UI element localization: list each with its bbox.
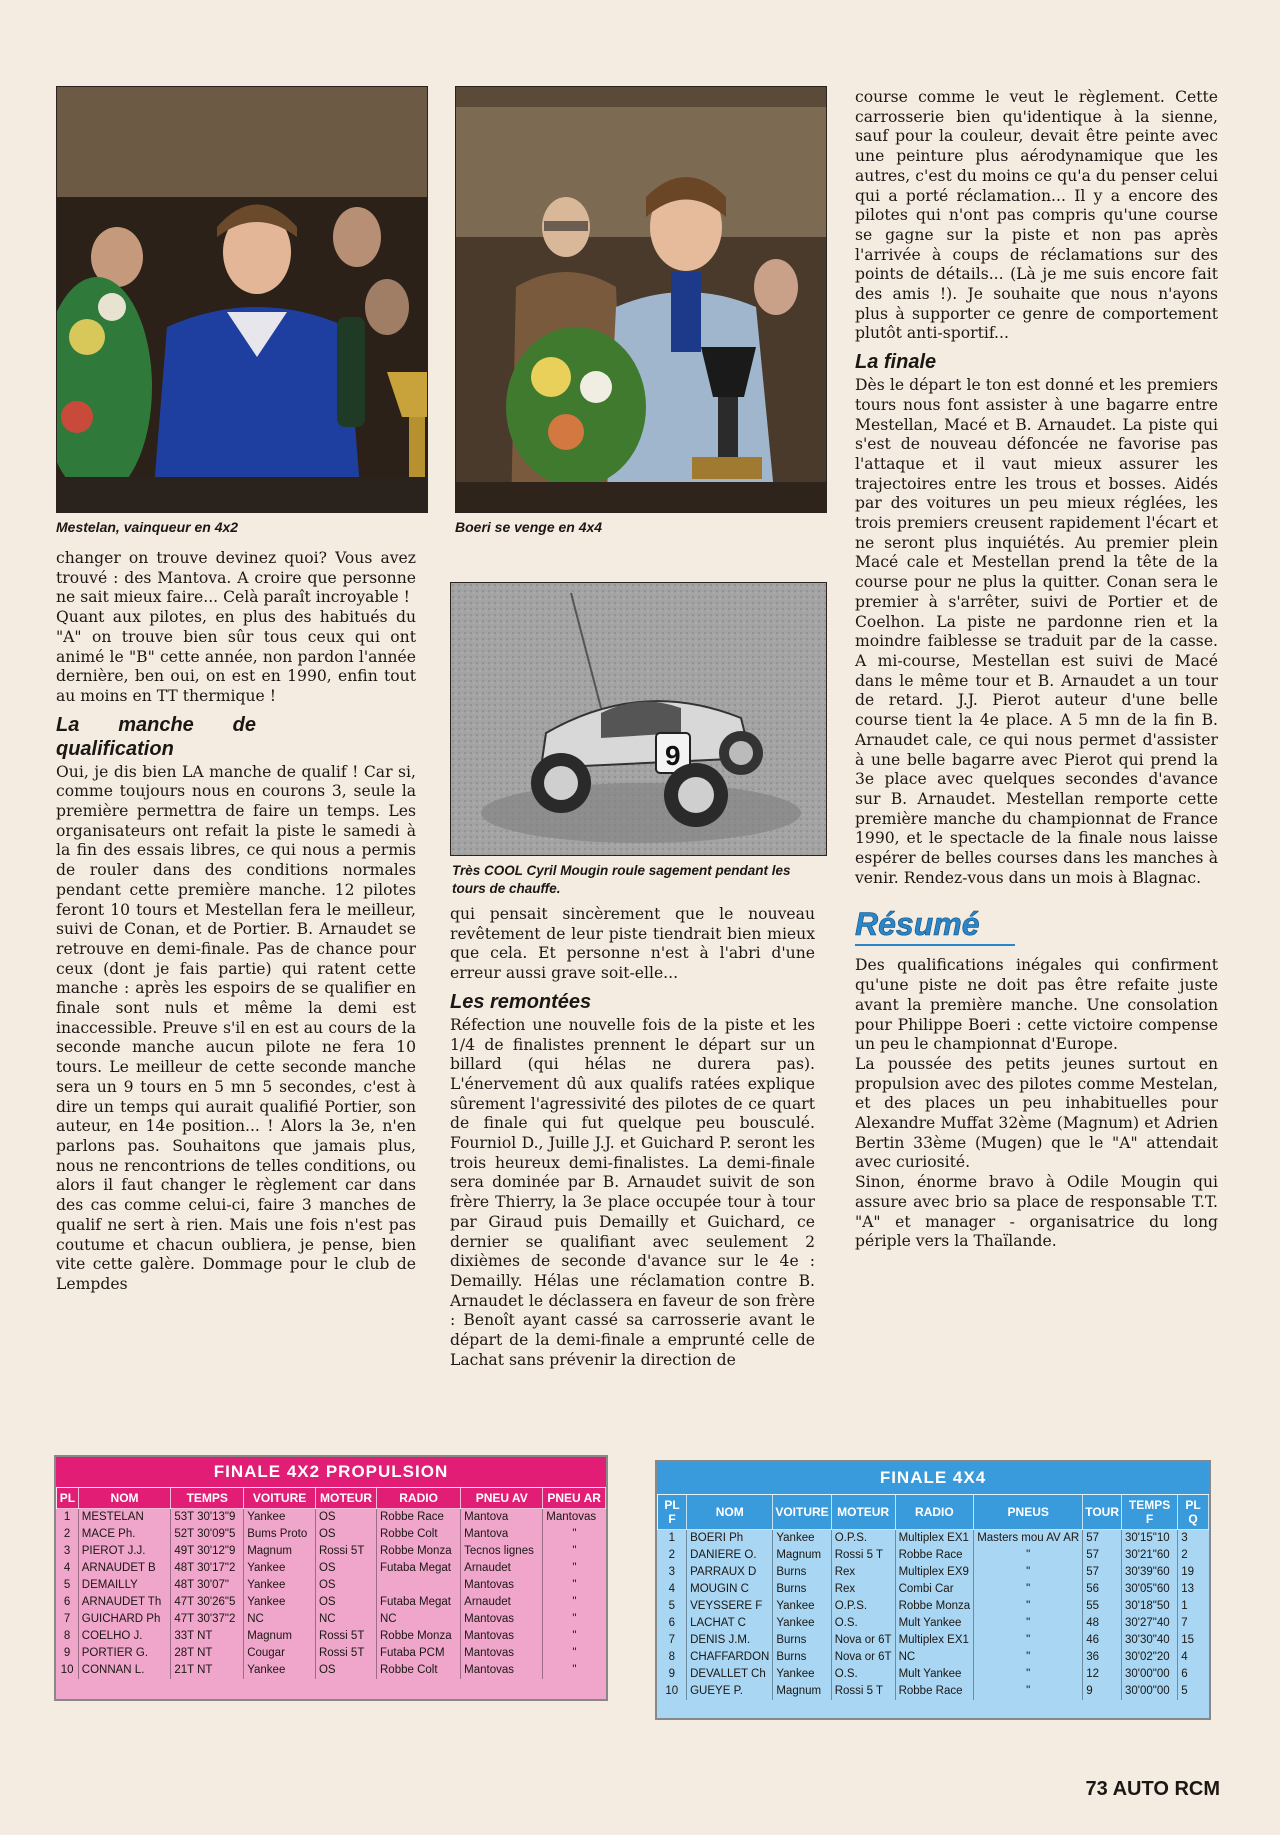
table-cell: " xyxy=(543,1628,606,1645)
table-cell: NC xyxy=(895,1649,974,1666)
table-cell: 5 xyxy=(668,1600,675,1612)
table-cell: 3 xyxy=(63,1545,71,1557)
table-cell: 2 xyxy=(63,1528,71,1540)
table-row xyxy=(658,1666,1209,1683)
table-cell: Nova or 6T xyxy=(831,1632,895,1649)
table-cell: 10 xyxy=(665,1685,679,1697)
table-cell: Rossi 5T xyxy=(315,1543,376,1560)
col1-paragraph-3: Oui, je dis bien LA manche de qualif ! Car si, comme toujours nous en courons 3, seule la première permettra de faire un temps. Les organisateurs ont refait la piste le samedi à la fin des essais libres, ce qui nous a permis de rouler dans des conditions normales pendant cette première manche. 12 pilotes feront 10 tours et Mestellan fera le meilleur, suivi de Conan, et de Portier. B. Arnaudet se retrouve en demi-finale. Pas de chance pour ceux (dont je fais partie) qui ratent cette manche : après les espoirs de se qualifier en finale sont nuls et même la demi est inaccessible. Preuve s'il en est au cours de la seconde manche aucun pilote ne fera 10 tours. Le meilleur de cette seconde manche sera un 9 tours en 5 mn 5 secondes, c'est à dire un temps qui aurait qualifié Portier, son auteur, en 14e position... ! Alors la 3e, n'en parlons pas. Souhaitons que jamais plus, nous ne rencontrions de telles conditions, ou alors il faut changer le règlement car dans des cas comme celui-ci, faire 3 manches de qualif ne sert à rien. Mais une fois n'est pas coutume et chacun oubliera, je pense, bien vite cette galère. Dommage pour le club de Lempdes xyxy=(56,762,416,1293)
table-cell: MACE Ph. xyxy=(78,1526,171,1543)
table-cell: BOERI Ph xyxy=(687,1530,773,1548)
column-header: RADIO xyxy=(895,1495,974,1530)
col3-paragraph-1: course comme le veut le règlement. Cette carrosserie bien qu'identique à la sienne, sauf pour la couleur, devait être peinte avec une peinture plus aérodynamique que les autres, c'est du moins ce qu'a du penser celui qui a porté réclamation... Il y a encore des pilotes qui n'ont pas compris qu'une course se gagne sur la piste et non pas après l'arrivée à coups de réclamations sur des points de détails... (Là je me suis encore fait des amis !). Je souhaite que nous n'ayons plus à supporter ce genre de comportement plutôt anti-sportif... xyxy=(855,88,1218,343)
table-cell: Bums Proto xyxy=(244,1526,316,1543)
column-header: PL Q xyxy=(1178,1495,1209,1530)
table-cell: 21T NT xyxy=(171,1662,244,1679)
table-cell: Yankee xyxy=(773,1666,831,1683)
table-cell: 3 xyxy=(668,1566,675,1578)
table-cell: " xyxy=(543,1645,606,1662)
table-cell: " xyxy=(974,1666,1083,1683)
table-cell: 56 xyxy=(1083,1581,1122,1598)
table-cell: 9 xyxy=(668,1668,675,1680)
table-cell: Rossi 5 T xyxy=(831,1683,895,1700)
table-row xyxy=(57,1543,606,1560)
column-header: TEMPS xyxy=(171,1488,244,1509)
table-cell: " xyxy=(543,1577,606,1594)
table-row xyxy=(57,1526,606,1543)
table-cell: PARRAUX D xyxy=(687,1564,773,1581)
table-cell: 48 xyxy=(1083,1615,1122,1632)
table-cell: O.S. xyxy=(831,1615,895,1632)
table-cell: 1 xyxy=(1178,1598,1209,1615)
table-cell: DEMAILLY xyxy=(78,1577,171,1594)
table-cell: Mantovas xyxy=(461,1645,543,1662)
table-cell: 4 xyxy=(1178,1649,1209,1666)
table-row xyxy=(57,1560,606,1577)
table-cell: Futaba Megat xyxy=(377,1560,461,1577)
table-cell: O.P.S. xyxy=(831,1598,895,1615)
table-cell: Robbe Colt xyxy=(377,1662,461,1679)
table-cell: Mantovas xyxy=(461,1577,543,1594)
table-cell: Rossi 5T xyxy=(315,1645,376,1662)
table-cell: Mantovas xyxy=(461,1628,543,1645)
table-cell: 13 xyxy=(1178,1581,1209,1598)
col2-paragraph-1: qui pensait sincèrement que le nouveau revêtement de leur piste tiendrait bien mieux que cela. Et personne n'est à l'abri d'une erreur aussi grave soit-elle... xyxy=(450,905,815,983)
resume-paragraph-1: Des qualifications inégales qui confirment qu'une piste ne doit pas être refaite juste avant la première manche. Une consolation pour Philippe Boeri : cette victoire compense un peu le championnat d'Europe. xyxy=(855,956,1218,1054)
table-row xyxy=(57,1645,606,1662)
table-cell: 5 xyxy=(63,1579,71,1591)
table-row xyxy=(658,1632,1209,1649)
photo-boeri xyxy=(455,86,827,513)
table-cell: 48T 30'07" xyxy=(171,1577,244,1594)
table-cell: 36 xyxy=(1083,1649,1122,1666)
table-cell: 52T 30'09"5 xyxy=(171,1526,244,1543)
table-4x4-title: FINALE 4X4 xyxy=(657,1462,1209,1494)
table-4x2-title: FINALE 4X2 PROPULSION xyxy=(56,1457,606,1487)
column-header: PNEU AR xyxy=(543,1488,606,1509)
table-cell: 30'21"60 xyxy=(1122,1547,1178,1564)
table-row xyxy=(658,1530,1209,1548)
col2-paragraph-2: Réfection une nouvelle fois de la piste et les 1/4 de finalistes prennent le départ sur un billard (qui hélas ne durera pas). L'énervement dû aux qualifs ratées explique sûrement l'agressivité des pilotes de ce quart de finale qui fut quelque peu bousculé. Fourniol D., Juille J.J. et Guichard P. seront les trois heureux demi-finalistes. La demi-finale sera dominée par B. Arnaudet suivit de son frère Thierry, la 3e place occupée tour à tour par Giraud puis Demailly et Guichard, ce dernier se qualifiant avec seulement 2 dixièmes de seconde d'avance sur le 4e : Demailly. Hélas une réclamation contre B. Arnaudet le déclassera en faveur de son frère : Benoît ayant cassé sa carrosserie avant le départ de la demi-finale a emprunté celle de Lachat sans prévenir la direction de xyxy=(450,1015,815,1369)
table-cell: " xyxy=(974,1615,1083,1632)
table-cell: Combi Car xyxy=(895,1581,974,1598)
table-cell: Rex xyxy=(831,1564,895,1581)
article-column-3 xyxy=(855,88,1218,1252)
table-cell: PORTIER G. xyxy=(78,1645,171,1662)
photo-mestelan-caption: Mestelan, vainqueur en 4x2 xyxy=(56,519,239,535)
table-cell: 30'05"60 xyxy=(1122,1581,1178,1598)
table-cell: Burns xyxy=(773,1632,831,1649)
table-cell: Mantovas xyxy=(461,1662,543,1679)
column-header: MOTEUR xyxy=(315,1488,376,1509)
table-cell: Rex xyxy=(831,1581,895,1598)
table-cell: Multiplex EX1 xyxy=(895,1530,974,1548)
resume-paragraph-2: La poussée des petits jeunes surtout en propulsion avec des pilotes comme Mestelan, et des places un peu inhabituelles pour Alexandre Muffat 32ème (Magnum) et Adrien Bertin 33ème (Mugen) que le "A" attendait avec curiosité. xyxy=(855,1054,1218,1172)
table-cell: Futaba PCM xyxy=(377,1645,461,1662)
table-cell: 30'02"20 xyxy=(1122,1649,1178,1666)
table-row xyxy=(57,1662,606,1679)
table-cell: Rossi 5T xyxy=(315,1628,376,1645)
table-cell: ARNAUDET Th xyxy=(78,1594,171,1611)
table-row xyxy=(57,1509,606,1527)
table-cell: 5 xyxy=(1178,1683,1209,1700)
column-header: VOITURE xyxy=(773,1495,831,1530)
table-cell: Mantova xyxy=(461,1526,543,1543)
table-cell: DEVALLET Ch xyxy=(687,1666,773,1683)
col1-paragraph-2: Quant aux pilotes, en plus des habitués du "A" on trouve bien sûr tous ceux qui ont animé le "B" cette année, non pardon l'année dernière, ben oui, on est en 1990, enfin tout au moins en TT thermique ! xyxy=(56,608,416,705)
table-cell: Robbe Monza xyxy=(377,1628,461,1645)
resume-title: Résumé xyxy=(855,906,980,943)
table-cell: " xyxy=(974,1547,1083,1564)
table-cell: 30'15"10 xyxy=(1122,1530,1178,1548)
table-cell: DENIS J.M. xyxy=(687,1632,773,1649)
table-cell: Burns xyxy=(773,1581,831,1598)
table-cell: 28T NT xyxy=(171,1645,244,1662)
table-cell: COELHO J. xyxy=(78,1628,171,1645)
table-cell: " xyxy=(543,1662,606,1679)
table-cell: Magnum xyxy=(773,1547,831,1564)
svg-text:9: 9 xyxy=(665,740,681,771)
table-cell: MESTELAN xyxy=(78,1509,171,1527)
table-cell: 7 xyxy=(63,1613,71,1625)
table-cell: 15 xyxy=(1178,1632,1209,1649)
resume-divider xyxy=(855,944,1015,946)
table-cell: 7 xyxy=(1178,1615,1209,1632)
page-footer xyxy=(1086,1778,1220,1801)
column-header: TEMPS F xyxy=(1122,1495,1178,1530)
table-cell: Yankee xyxy=(244,1594,316,1611)
table-cell: " xyxy=(974,1564,1083,1581)
table-cell: " xyxy=(974,1581,1083,1598)
table-cell: OS xyxy=(315,1526,376,1543)
table-cell: Mult Yankee xyxy=(895,1615,974,1632)
table-cell: 4 xyxy=(63,1562,71,1574)
table-cell: 57 xyxy=(1083,1564,1122,1581)
table-finale-4x4 xyxy=(655,1460,1211,1720)
column-header: NOM xyxy=(687,1495,773,1530)
table-cell: Multiplex EX9 xyxy=(895,1564,974,1581)
article-column-1 xyxy=(56,549,416,1295)
table-cell: 30'18"50 xyxy=(1122,1598,1178,1615)
table-cell: 47T 30'26"5 xyxy=(171,1594,244,1611)
photo-buggy-caption: Très COOL Cyril Mougin roule sagement pendant les tours de chauffe. xyxy=(452,863,791,896)
table-cell: 30'30"40 xyxy=(1122,1632,1178,1649)
table-cell: Magnum xyxy=(244,1543,316,1560)
table-cell: Magnum xyxy=(773,1683,831,1700)
table-row xyxy=(658,1649,1209,1666)
table-cell: Multiplex EX1 xyxy=(895,1632,974,1649)
table-cell: ARNAUDET B xyxy=(78,1560,171,1577)
table-cell xyxy=(377,1577,461,1594)
table-cell: Tecnos lignes xyxy=(461,1543,543,1560)
table-cell: 10 xyxy=(60,1664,74,1676)
table-cell: Arnaudet xyxy=(461,1594,543,1611)
table-cell: 57 xyxy=(1083,1547,1122,1564)
table-cell: Mult Yankee xyxy=(895,1666,974,1683)
table-4x4-grid xyxy=(657,1494,1209,1700)
column-header: VOITURE xyxy=(244,1488,316,1509)
table-cell: Burns xyxy=(773,1649,831,1666)
photo-mestelan xyxy=(56,86,428,513)
table-cell: VEYSSERE F xyxy=(687,1598,773,1615)
table-cell: Robbe Race xyxy=(895,1547,974,1564)
table-cell: 55 xyxy=(1083,1598,1122,1615)
table-cell: CONNAN L. xyxy=(78,1662,171,1679)
article-column-2 xyxy=(450,905,815,1370)
table-cell: 1 xyxy=(63,1511,71,1523)
table-cell: 2 xyxy=(668,1549,675,1561)
table-cell: 8 xyxy=(63,1630,71,1642)
table-cell: 6 xyxy=(63,1596,71,1608)
table-cell: Yankee xyxy=(244,1509,316,1527)
table-cell: GUEYE P. xyxy=(687,1683,773,1700)
table-cell: Cougar xyxy=(244,1645,316,1662)
heading-manche-qualification: La manche de qualification xyxy=(56,713,256,760)
table-cell: OS xyxy=(315,1594,376,1611)
table-cell: 46 xyxy=(1083,1632,1122,1649)
table-cell: Robbe Race xyxy=(895,1683,974,1700)
table-cell: 3 xyxy=(1178,1530,1209,1548)
table-cell: 2 xyxy=(1178,1547,1209,1564)
table-cell: Masters mou AV AR xyxy=(974,1530,1083,1548)
column-header: PNEU AV xyxy=(461,1488,543,1509)
column-header: TOUR xyxy=(1083,1495,1122,1530)
table-cell: CHAFFARDON xyxy=(687,1649,773,1666)
table-row xyxy=(658,1598,1209,1615)
table-cell: PIEROT J.J. xyxy=(78,1543,171,1560)
table-cell: Yankee xyxy=(773,1615,831,1632)
table-cell: OS xyxy=(315,1560,376,1577)
table-4x2-grid xyxy=(56,1487,606,1679)
heading-finale: La finale xyxy=(855,351,937,374)
table-row xyxy=(658,1564,1209,1581)
table-cell: 6 xyxy=(668,1617,675,1629)
column-header: NOM xyxy=(78,1488,171,1509)
table-cell: 8 xyxy=(668,1651,675,1663)
table-cell: " xyxy=(974,1632,1083,1649)
table-cell: Futaba Megat xyxy=(377,1594,461,1611)
table-cell: Yankee xyxy=(244,1577,316,1594)
table-cell: 6 xyxy=(1178,1666,1209,1683)
column-header: PNEUS xyxy=(974,1495,1083,1530)
table-row xyxy=(658,1683,1209,1700)
table-cell: 12 xyxy=(1083,1666,1122,1683)
table-cell: Robbe Race xyxy=(377,1509,461,1527)
table-cell: 49T 30'12"9 xyxy=(171,1543,244,1560)
table-cell: Mantova xyxy=(461,1509,543,1527)
column-header: PL xyxy=(57,1488,79,1509)
table-cell: Robbe Monza xyxy=(377,1543,461,1560)
table-cell: 53T 30'13"9 xyxy=(171,1509,244,1527)
col3-paragraph-2: Dès le départ le ton est donné et les premiers tours nous font assister à une bagarre entre Mestellan, Macé et B. Arnaudet. La piste qui s'est de nouveau défoncée ne favorise pas l'attaque et il vaut mieux assurer les trajectoires entre les trous et bosses. Aidés par des voitures un peu mieux réglées, les trois premiers creusent rapidement l'écart et ne seront plus inquiétés. Au premier plein Macé cale et Mestellan prend la tête de la course pour ne plus la quitter. Conan sera le premier à s'arrêter, suivi de Portier et de Coelhon. La piste ne pardonne rien et la moindre faiblesse se traduit par de la casse. A mi-course, Mestellan est suivi de Macé dans le même tour et B. Arnaudet a un tour de retard. J.J. Pierot auteur d'une belle course tient la 4e place. A 5 mn de la fin B. Arnaudet cale, ce qui nous permet d'assister à une belle bagarre avec Pierot qui prend la 3e place avec quelques secondes d'avance sur B. Arnaudet. Mestellan remporte cette première manche du championnat de France 1990, et le spectacle de la finale nous laisse espérer de belles courses dans les manches à venir. Rendez-vous dans un mois à Blagnac. xyxy=(855,376,1218,887)
table-cell: 9 xyxy=(63,1647,71,1659)
table-cell: DANIERE O. xyxy=(687,1547,773,1564)
heading-remontees: Les remontées xyxy=(450,990,592,1013)
table-cell: " xyxy=(543,1526,606,1543)
table-cell: 48T 30'17"2 xyxy=(171,1560,244,1577)
table-cell: MOUGIN C xyxy=(687,1581,773,1598)
table-cell: Yankee xyxy=(773,1530,831,1548)
table-cell: Yankee xyxy=(244,1662,316,1679)
column-header: MOTEUR xyxy=(831,1495,895,1530)
table-cell: 47T 30'37"2 xyxy=(171,1611,244,1628)
column-header: RADIO xyxy=(377,1488,461,1509)
table-cell: " xyxy=(974,1598,1083,1615)
table-row xyxy=(658,1547,1209,1564)
table-cell: Yankee xyxy=(773,1598,831,1615)
column-header: PL F xyxy=(658,1495,687,1530)
table-cell: Burns xyxy=(773,1564,831,1581)
resume-paragraph-3: Sinon, énorme bravo à Odile Mougin qui assure avec brio sa place de responsable T.T. "A" et manager - organisatrice du long périple vers la Thaïlande. xyxy=(855,1173,1218,1251)
table-row xyxy=(658,1615,1209,1632)
table-cell: NC xyxy=(315,1611,376,1628)
magazine-name: AUTO RCM xyxy=(1112,1778,1220,1800)
table-cell: LACHAT C xyxy=(687,1615,773,1632)
page-number: 73 xyxy=(1085,1778,1108,1800)
table-cell: OS xyxy=(315,1509,376,1527)
table-cell: NC xyxy=(377,1611,461,1628)
table-row xyxy=(57,1611,606,1628)
table-cell: O.S. xyxy=(831,1666,895,1683)
table-cell: 30'27"40 xyxy=(1122,1615,1178,1632)
table-cell: " xyxy=(543,1611,606,1628)
table-row xyxy=(658,1581,1209,1598)
table-row xyxy=(57,1594,606,1611)
table-cell: Robbe Colt xyxy=(377,1526,461,1543)
table-cell: Mantovas xyxy=(543,1509,606,1527)
table-cell: 57 xyxy=(1083,1530,1122,1548)
table-cell: " xyxy=(974,1683,1083,1700)
table-finale-4x2 xyxy=(54,1455,608,1701)
table-cell: Rossi 5 T xyxy=(831,1547,895,1564)
table-cell: 19 xyxy=(1178,1564,1209,1581)
table-cell: 33T NT xyxy=(171,1628,244,1645)
table-cell: GUICHARD Ph xyxy=(78,1611,171,1628)
table-cell: Mantovas xyxy=(461,1611,543,1628)
table-cell: Yankee xyxy=(244,1560,316,1577)
table-cell: Nova or 6T xyxy=(831,1649,895,1666)
table-cell: Robbe Monza xyxy=(895,1598,974,1615)
photo-buggy xyxy=(450,582,827,856)
photo-boeri-caption: Boeri se venge en 4x4 xyxy=(455,519,603,535)
table-row xyxy=(57,1577,606,1594)
col1-paragraph-1: changer on trouve devinez quoi? Vous avez trouvé : des Mantova. A croire que personne ne sait mieux faire... Celà paraît incroyable ! xyxy=(56,549,416,607)
table-cell: 1 xyxy=(668,1532,675,1544)
table-cell: " xyxy=(974,1649,1083,1666)
table-cell: OS xyxy=(315,1662,376,1679)
table-cell: O.P.S. xyxy=(831,1530,895,1548)
table-cell: OS xyxy=(315,1577,376,1594)
table-row xyxy=(57,1628,606,1645)
table-cell: 4 xyxy=(668,1583,675,1595)
table-cell: 9 xyxy=(1083,1683,1122,1700)
table-cell: " xyxy=(543,1594,606,1611)
table-cell: 30'00"00 xyxy=(1122,1683,1178,1700)
table-cell: Magnum xyxy=(244,1628,316,1645)
table-cell: NC xyxy=(244,1611,316,1628)
table-cell: 7 xyxy=(668,1634,675,1646)
table-cell: Arnaudet xyxy=(461,1560,543,1577)
table-cell: 30'00"00 xyxy=(1122,1666,1178,1683)
table-cell: " xyxy=(543,1560,606,1577)
table-cell: " xyxy=(543,1543,606,1560)
table-cell: 30'39"60 xyxy=(1122,1564,1178,1581)
